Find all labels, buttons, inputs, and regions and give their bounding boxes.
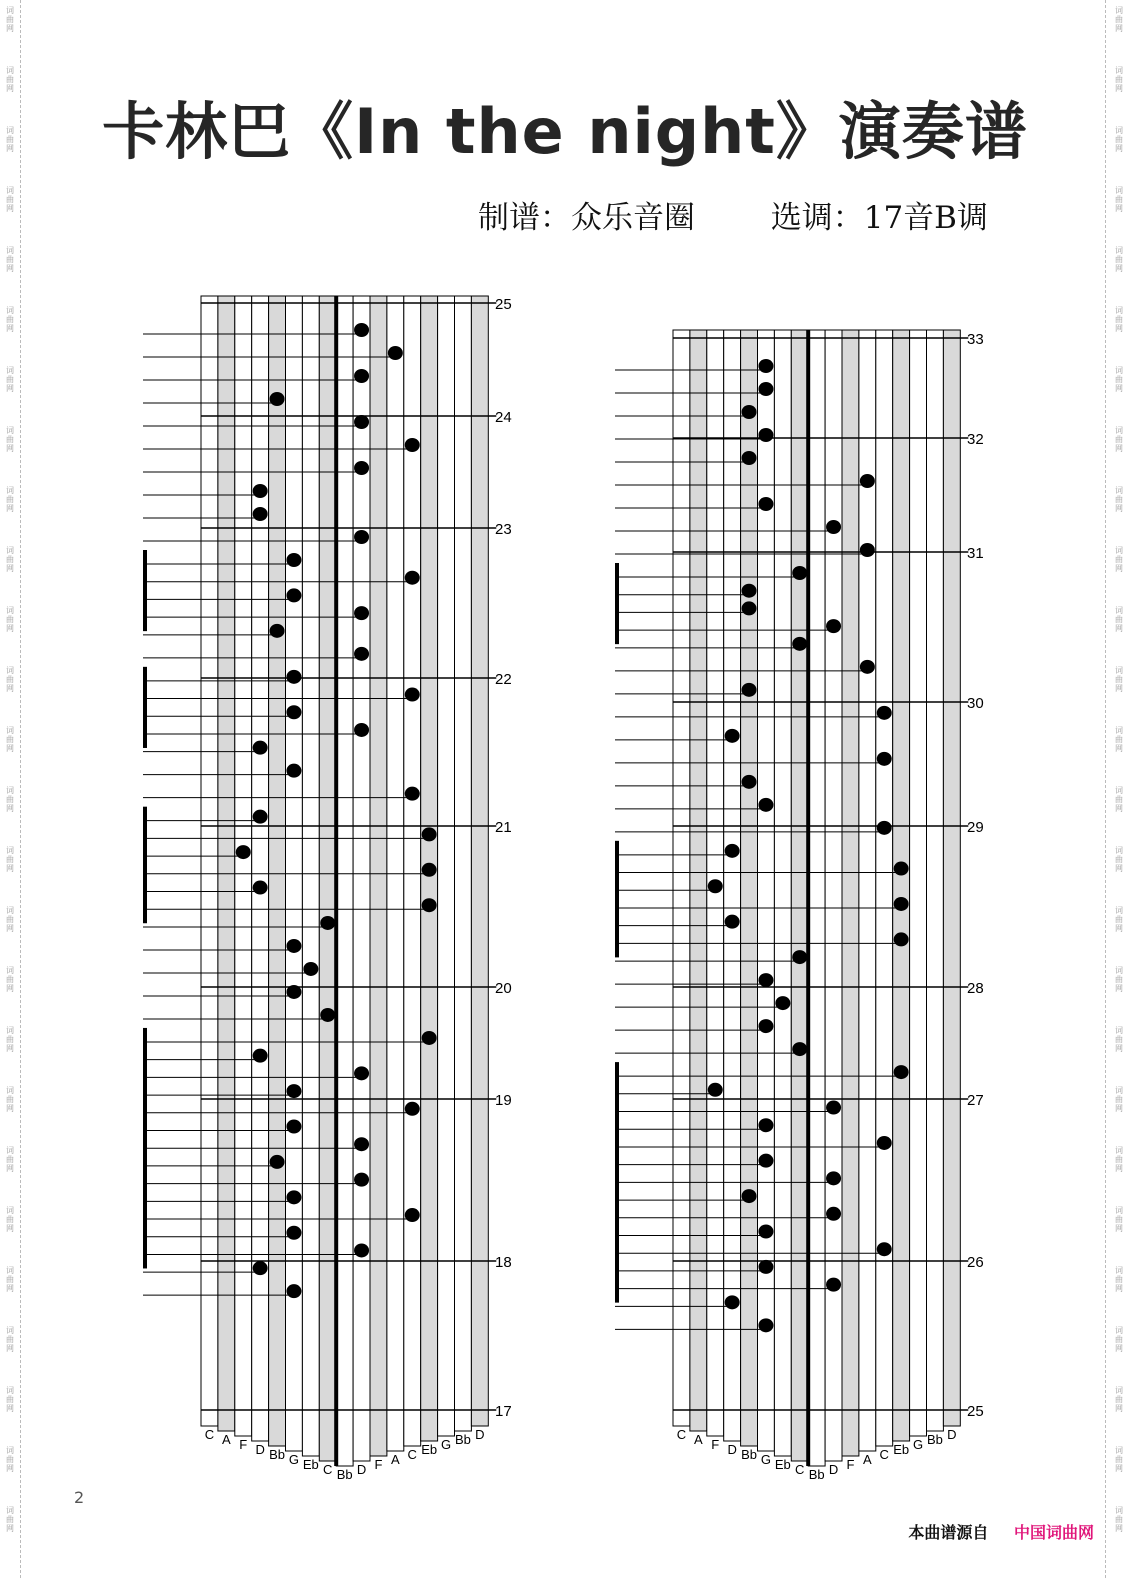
source-site-link[interactable]: 中国词曲网 (1013, 1523, 1094, 1542)
eighth-bracket (615, 929, 619, 957)
watermark-mark: 词 曲 网 (1115, 1506, 1123, 1533)
note-Eb (422, 863, 437, 877)
note-C (792, 637, 807, 651)
note-F (236, 845, 251, 859)
measure-number: 30 (967, 695, 984, 712)
tine-label: Bb (269, 1447, 286, 1462)
watermark-mark: 词 曲 网 (1115, 1146, 1123, 1173)
tine-label: A (694, 1432, 703, 1447)
tine-label: Bb (808, 1467, 825, 1482)
watermark-mark: 词 曲 网 (6, 1506, 14, 1533)
watermark-mark: 词 曲 网 (6, 186, 14, 213)
note-D (354, 530, 369, 544)
note-G (758, 973, 773, 987)
tine-label: D (255, 1442, 265, 1457)
watermark-mark: 词 曲 网 (6, 246, 14, 273)
measure-number: 20 (495, 980, 512, 997)
note-D (725, 729, 740, 743)
tine-label: F (374, 1457, 383, 1472)
note-G (758, 1224, 773, 1238)
tine-label: D (356, 1462, 367, 1477)
tine-label: Bb (926, 1432, 943, 1447)
note-A (388, 346, 403, 360)
measure-number: 17 (495, 1403, 512, 1420)
tine-label: Eb (421, 1442, 438, 1457)
note-C (405, 787, 420, 801)
watermark-mark: 词 曲 网 (6, 906, 14, 933)
measure-number: 28 (967, 980, 984, 997)
tine-label: G (440, 1437, 452, 1452)
arranger-credit: 制谱：众乐音圈 (478, 200, 695, 236)
note-D (253, 1049, 268, 1063)
note-G (758, 1118, 773, 1132)
note-C (877, 706, 892, 720)
note-D (826, 1278, 841, 1292)
tine-label: G (912, 1437, 924, 1452)
tine (438, 296, 455, 1436)
measure-number: 25 (967, 1403, 984, 1420)
note-A (860, 543, 875, 557)
note-Bb (270, 624, 285, 638)
watermark-mark: 词 曲 网 (6, 1386, 14, 1413)
tine (370, 296, 387, 1456)
measure-number: 23 (495, 521, 512, 538)
note-C (405, 571, 420, 585)
note-C (320, 916, 335, 930)
tine-label: G (288, 1452, 300, 1467)
watermark-mark: 词 曲 网 (6, 966, 14, 993)
note-G (286, 705, 301, 719)
note-D (354, 461, 369, 475)
source-label: 本曲谱源自 (908, 1523, 989, 1542)
tine-label: D (475, 1427, 485, 1442)
tine (893, 330, 910, 1441)
note-D (253, 741, 268, 755)
note-D (725, 915, 740, 929)
note-Eb (894, 932, 909, 946)
watermark-mark: 词 曲 网 (6, 1446, 14, 1473)
note-G (758, 359, 773, 373)
watermark-mark: 词 曲 网 (1115, 1446, 1123, 1473)
watermark-mark: 词 曲 网 (1115, 1086, 1123, 1113)
note-D (253, 484, 268, 498)
watermark-mark: 词 曲 网 (1115, 606, 1123, 633)
note-G (286, 939, 301, 953)
tine (690, 330, 707, 1431)
tine (741, 330, 758, 1446)
watermark-mark: 词 曲 网 (1115, 486, 1123, 513)
measure-number: 27 (967, 1092, 984, 1109)
note-D (354, 1243, 369, 1257)
tine-label: Eb (774, 1457, 791, 1472)
note-C (877, 752, 892, 766)
note-Eb (303, 962, 318, 976)
tine (302, 296, 319, 1456)
watermark-mark: 词 曲 网 (1115, 426, 1123, 453)
note-D (826, 619, 841, 633)
tine-label: Eb (893, 1442, 910, 1457)
note-G (286, 764, 301, 778)
note-Bb (742, 1189, 757, 1203)
tine-label: C (323, 1462, 333, 1477)
note-G (758, 428, 773, 442)
note-A (860, 474, 875, 488)
watermark-mark: 词 曲 网 (1115, 1266, 1123, 1293)
tine (859, 330, 876, 1451)
note-D (354, 647, 369, 661)
note-G (286, 1119, 301, 1133)
note-Bb (270, 1155, 285, 1169)
watermark-mark: 词 曲 网 (6, 726, 14, 753)
tine-label: F (846, 1457, 855, 1472)
note-Bb (742, 584, 757, 598)
page-title: 卡林巴《In the night》演奏谱 (102, 95, 1028, 168)
measure-number: 21 (495, 819, 512, 836)
note-Bb (742, 601, 757, 615)
note-Eb (422, 898, 437, 912)
tine-label: C (407, 1447, 417, 1462)
note-D (826, 1171, 841, 1185)
measure-number: 19 (495, 1092, 512, 1109)
eighth-bracket (615, 616, 619, 644)
tine-label: A (863, 1452, 872, 1467)
watermark-mark: 词 曲 网 (6, 1266, 14, 1293)
note-F (708, 1083, 723, 1097)
note-D (725, 844, 740, 858)
note-D (826, 520, 841, 534)
tine-label: D (828, 1462, 839, 1477)
note-G (758, 1154, 773, 1168)
key-credit: 选调：17音B调 (770, 200, 988, 236)
note-G (758, 798, 773, 812)
tine-label: F (711, 1437, 720, 1452)
watermark-mark: 词 曲 网 (1115, 786, 1123, 813)
tine (235, 296, 252, 1436)
tine (927, 330, 944, 1431)
note-Bb (742, 775, 757, 789)
note-A (860, 660, 875, 674)
note-D (354, 415, 369, 429)
note-C (792, 950, 807, 964)
tine (774, 330, 791, 1456)
watermark-mark: 词 曲 网 (6, 6, 14, 33)
watermark-mark: 词 曲 网 (1115, 1326, 1123, 1353)
note-G (286, 553, 301, 567)
watermark-mark: 词 曲 网 (6, 1146, 14, 1173)
measure-number: 25 (495, 296, 512, 313)
watermark-mark: 词 曲 网 (1115, 66, 1123, 93)
note-D (725, 1295, 740, 1309)
note-C (877, 821, 892, 835)
eighth-bracket (143, 603, 147, 631)
tine (724, 330, 741, 1441)
tine (404, 296, 421, 1446)
measure-number: 32 (967, 431, 984, 448)
note-D (354, 1137, 369, 1151)
note-C (405, 1208, 420, 1222)
note-C (320, 1008, 335, 1022)
watermark-mark: 词 曲 网 (1115, 846, 1123, 873)
tine-label: Eb (302, 1457, 319, 1472)
eighth-bracket (143, 1240, 147, 1268)
tine-label: C (204, 1427, 215, 1442)
note-Bb (742, 405, 757, 419)
note-D (354, 1173, 369, 1187)
note-Bb (742, 451, 757, 465)
note-G (286, 1226, 301, 1240)
watermark-mark: 词 曲 网 (1115, 906, 1123, 933)
tine (201, 296, 218, 1426)
watermark-mark: 词 曲 网 (1115, 186, 1123, 213)
tine-label: A (391, 1452, 400, 1467)
measure-number: 22 (495, 671, 512, 688)
tine-label: C (879, 1447, 889, 1462)
source-footer (908, 1520, 1094, 1543)
watermark-mark: 词 曲 网 (1115, 306, 1123, 333)
note-G (286, 1084, 301, 1098)
note-D (354, 1066, 369, 1080)
watermark-mark: 词 曲 网 (1115, 1026, 1123, 1053)
note-G (286, 1190, 301, 1204)
measure-number: 29 (967, 819, 984, 836)
watermark-mark: 词 曲 网 (1115, 6, 1123, 33)
note-Eb (894, 862, 909, 876)
note-Bb (270, 392, 285, 406)
watermark-mark: 词 曲 网 (1115, 726, 1123, 753)
watermark-mark: 词 曲 网 (6, 1086, 14, 1113)
watermark-mark: 词 曲 网 (1115, 546, 1123, 573)
note-G (758, 1019, 773, 1033)
note-D (354, 606, 369, 620)
watermark-mark: 词 曲 网 (6, 546, 14, 573)
note-Eb (894, 1065, 909, 1079)
watermark-mark: 词 曲 网 (1115, 1386, 1123, 1413)
tine (808, 330, 825, 1466)
measure-number: 18 (495, 1254, 512, 1271)
note-D (253, 881, 268, 895)
measure-number: 26 (967, 1254, 984, 1271)
measure-number: 24 (495, 409, 512, 426)
watermark-mark: 词 曲 网 (6, 126, 14, 153)
watermark-mark: 词 曲 网 (6, 486, 14, 513)
note-G (286, 1284, 301, 1298)
note-D (826, 1101, 841, 1115)
note-D (253, 1261, 268, 1275)
tine (319, 296, 336, 1461)
watermark-mark: 词 曲 网 (6, 1326, 14, 1353)
note-D (253, 810, 268, 824)
note-F (708, 879, 723, 893)
tine (471, 296, 488, 1426)
tine-label: F (239, 1437, 248, 1452)
note-Eb (422, 1031, 437, 1045)
tine-label: D (947, 1427, 957, 1442)
note-C (792, 566, 807, 580)
eighth-bracket (143, 720, 147, 748)
tine-label: Bb (336, 1467, 353, 1482)
note-D (354, 723, 369, 737)
watermark-mark: 词 曲 网 (6, 366, 14, 393)
watermark-mark: 词 曲 网 (1115, 966, 1123, 993)
note-Eb (894, 897, 909, 911)
tine-label: Bb (454, 1432, 471, 1447)
note-C (405, 438, 420, 452)
note-C (877, 1242, 892, 1256)
tine (269, 296, 286, 1446)
note-Eb (422, 827, 437, 841)
watermark-mark: 词 曲 网 (1115, 126, 1123, 153)
tine-label: A (222, 1432, 231, 1447)
note-G (286, 985, 301, 999)
watermark-mark: 词 曲 网 (1115, 666, 1123, 693)
watermark-mark: 词 曲 网 (6, 306, 14, 333)
note-G (758, 1260, 773, 1274)
watermark-mark: 词 曲 网 (6, 606, 14, 633)
note-D (826, 1207, 841, 1221)
watermark-mark: 词 曲 网 (6, 66, 14, 93)
tine-label: G (760, 1452, 772, 1467)
note-Bb (742, 683, 757, 697)
tine (791, 330, 808, 1461)
note-Eb (775, 996, 790, 1010)
watermark-mark: 词 曲 网 (6, 1026, 14, 1053)
tine (842, 330, 859, 1456)
note-G (758, 497, 773, 511)
measure-number: 31 (967, 545, 984, 562)
note-D (354, 369, 369, 383)
tine-label: C (795, 1462, 805, 1477)
tine (910, 330, 927, 1436)
page-number: 2 (74, 1488, 85, 1507)
note-G (286, 670, 301, 684)
tine-label: D (727, 1442, 737, 1457)
note-G (758, 382, 773, 396)
eighth-bracket (615, 1275, 619, 1303)
watermark-mark: 词 曲 网 (6, 786, 14, 813)
watermark-mark: 词 曲 网 (6, 426, 14, 453)
watermark-mark: 词 曲 网 (6, 1206, 14, 1233)
watermark-mark: 词 曲 网 (6, 846, 14, 873)
measure-number: 33 (967, 331, 984, 348)
watermark-mark: 词 曲 网 (1115, 1206, 1123, 1233)
watermark-mark: 词 曲 网 (1115, 246, 1123, 273)
note-G (286, 588, 301, 602)
note-C (405, 688, 420, 702)
note-C (877, 1136, 892, 1150)
watermark-mark: 词 曲 网 (6, 666, 14, 693)
tine-label: C (676, 1427, 687, 1442)
note-G (758, 1318, 773, 1332)
note-C (405, 1102, 420, 1116)
note-D (253, 507, 268, 521)
eighth-bracket (143, 895, 147, 923)
note-D (354, 323, 369, 337)
tine (876, 330, 893, 1446)
tine-label: Bb (741, 1447, 758, 1462)
note-C (792, 1042, 807, 1056)
watermark-mark: 词 曲 网 (1115, 366, 1123, 393)
